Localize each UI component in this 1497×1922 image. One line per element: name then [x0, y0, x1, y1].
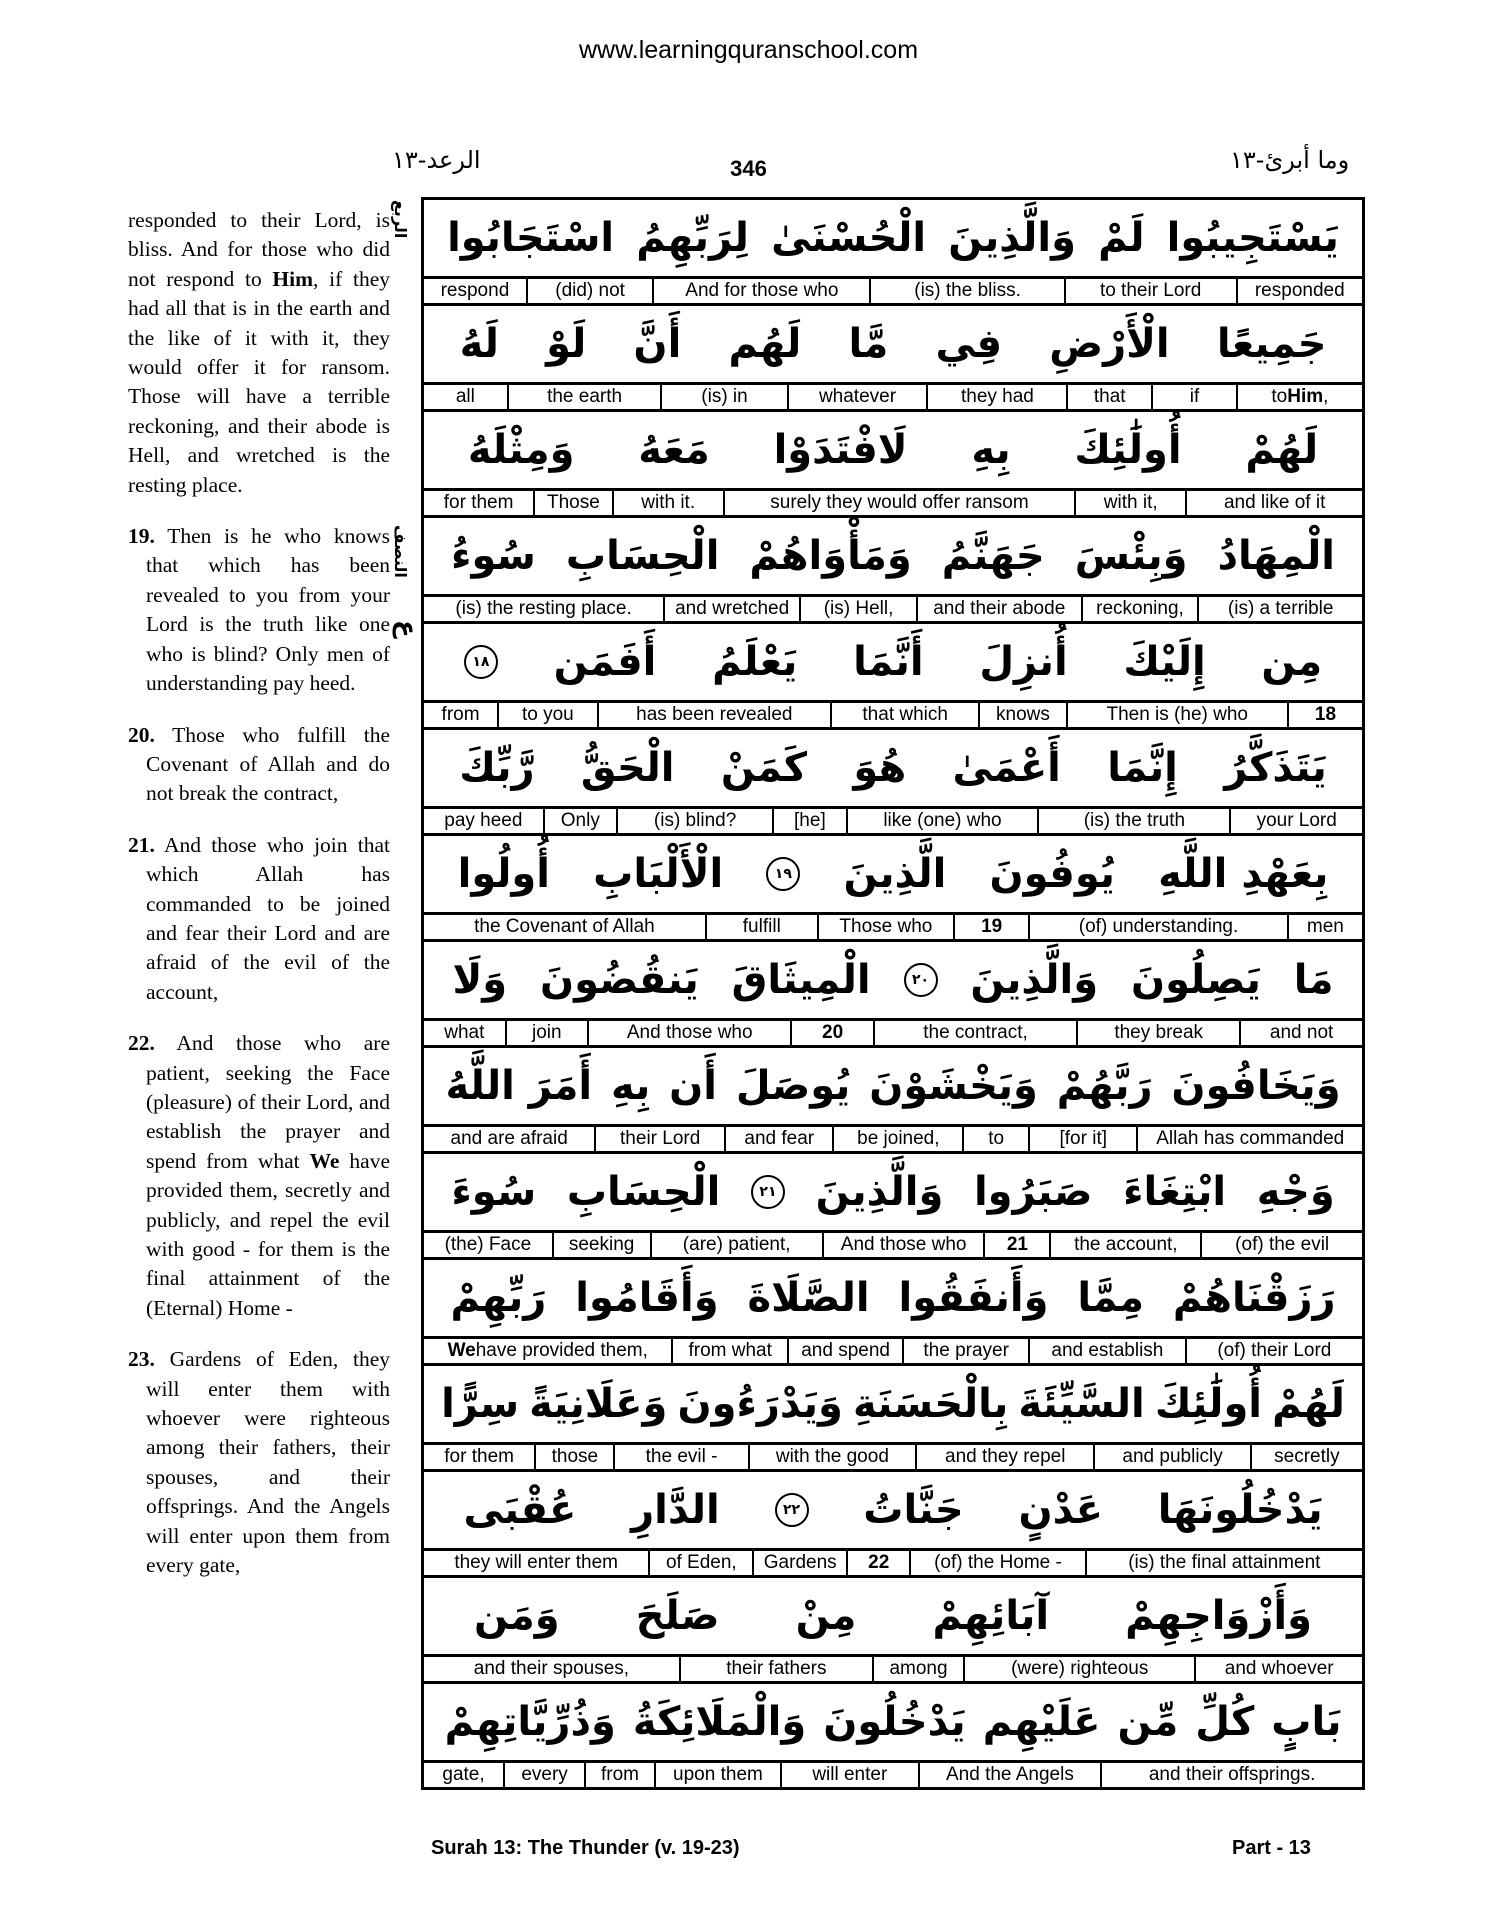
english-gloss-cell: Then is (he) who: [1066, 703, 1287, 727]
arabic-word: السَّيِّئَةَ: [1018, 1381, 1145, 1427]
english-row: [424, 1657, 1362, 1684]
english-row: [424, 597, 1362, 624]
english-gloss-cell: 20: [790, 1021, 873, 1045]
arabic-row: [424, 1472, 1362, 1551]
arabic-row: [424, 1260, 1362, 1339]
english-gloss-cell: of Eden,: [648, 1551, 752, 1575]
arabic-word: مَعَهُ: [638, 427, 710, 473]
arabic-word: يَعْلَمُ: [712, 639, 798, 685]
arabic-word: مِنْ: [795, 1593, 857, 1639]
arabic-word: الْحُسْنَىٰ: [771, 215, 927, 261]
english-row: [424, 1763, 1362, 1790]
english-gloss-cell: the Covenant of Allah: [474, 916, 655, 937]
english-gloss-cell: (is) in: [660, 385, 786, 409]
arabic-row: [424, 306, 1362, 385]
english-row: [424, 385, 1362, 412]
english-row: [424, 1127, 1362, 1154]
arabic-word: صَلَحَ: [635, 1593, 720, 1639]
translation-paragraph: [128, 1345, 390, 1580]
english-gloss-cell: they will enter them: [454, 1552, 618, 1573]
verse-number: 19.: [128, 524, 155, 549]
arabic-row: [424, 1578, 1362, 1657]
english-gloss-cell: if: [1151, 385, 1236, 409]
translation-text: Those who fulfill the Covenant of Allah and do not break the contract,: [146, 722, 390, 806]
arabic-word: بِهِ: [610, 1063, 651, 1109]
arabic-row: [424, 518, 1362, 597]
english-gloss-cell: (is) blind?: [616, 809, 772, 833]
arabic-word: مِّن: [1117, 1699, 1179, 1745]
arabic-word: لَهُم: [728, 321, 802, 367]
site-url: www.learningquranschool.com: [578, 36, 919, 64]
translation-paragraph: [128, 206, 390, 500]
english-gloss-cell: men: [1287, 915, 1362, 939]
arabic-word: وَيَدْرَءُونَ: [677, 1381, 843, 1427]
english-gloss-cell: their fathers: [679, 1657, 872, 1681]
arabic-word: مَّا: [848, 321, 889, 367]
english-row: [424, 809, 1362, 836]
translation-paragraph: [128, 1029, 390, 1323]
english-gloss-cell: 21: [983, 1233, 1049, 1257]
verse-number: 22.: [128, 1031, 155, 1056]
english-gloss-cell: every: [503, 1763, 584, 1787]
english-gloss-cell: And for those who: [652, 279, 869, 303]
english-gloss-cell: join: [505, 1021, 588, 1045]
english-gloss-cell: the earth: [507, 385, 661, 409]
translation-column: [128, 206, 390, 1602]
english-gloss-cell: knows: [978, 703, 1065, 727]
arabic-word: رَّبِّكَ: [459, 745, 535, 791]
arabic-word: وَالَّذِينَ: [948, 215, 1076, 261]
arabic-word: آبَائِهِمْ: [932, 1593, 1050, 1639]
english-gloss-cell: (is) the final attainment: [1085, 1551, 1362, 1575]
arabic-row: [424, 1684, 1362, 1763]
arabic-word: الْحِسَابِ: [565, 533, 720, 579]
arabic-word: يُوفُونَ: [989, 851, 1115, 897]
english-gloss-cell: surely they would offer ransom: [723, 491, 1074, 515]
arabic-row: [424, 1366, 1362, 1445]
english-gloss-cell: Only: [543, 809, 616, 833]
arabic-word: الصَّلَاةَ: [747, 1275, 870, 1321]
ayah-end-marker-icon: ١٩: [766, 857, 800, 891]
english-gloss-cell: those: [534, 1445, 613, 1469]
translation-text: Gardens of Eden, they will enter them with whoever were righteous among their fathers, their spouses, and their offsprings. And the Angels will enter upon them from every gate,: [146, 1347, 390, 1578]
word-by-word-table: [421, 197, 1365, 1790]
arabic-word: أُنزِلَ: [979, 639, 1068, 685]
english-gloss-cell: upon them: [654, 1763, 780, 1787]
english-gloss-cell: [he]: [772, 809, 845, 833]
english-gloss-cell: [for it]: [1028, 1127, 1136, 1151]
english-gloss-cell: (of) their Lord: [1185, 1339, 1362, 1363]
english-gloss-cell: they had: [926, 385, 1066, 409]
arabic-word: يَتَذَكَّرُ: [1224, 745, 1327, 791]
english-gloss-cell: and their abode: [916, 597, 1081, 621]
arabic-word: وَأَقَامُوا: [575, 1275, 719, 1321]
arabic-word: الْمِهَادُ: [1217, 533, 1335, 579]
english-gloss-cell: with it.: [612, 491, 723, 515]
arabic-word: إِلَيْكَ: [1123, 639, 1206, 685]
arabic-word: يُوصَلَ: [735, 1063, 851, 1109]
arabic-word: أَمَرَ اللَّهُ: [445, 1063, 593, 1109]
arabic-word: عُقْبَى: [463, 1487, 577, 1533]
english-gloss-cell: for them: [443, 492, 514, 513]
arabic-word: بَابٍ: [1271, 1699, 1342, 1745]
arabic-word: سُوءَ: [451, 1169, 537, 1215]
translation-paragraph: [128, 721, 390, 809]
arabic-word: اسْتَجَابُوا: [447, 215, 615, 261]
arabic-word: لَهُمْ: [1272, 1381, 1345, 1427]
english-row: [424, 491, 1362, 518]
arabic-word: رَبَّهُمْ: [1056, 1063, 1153, 1109]
arabic-word: وَمَن: [474, 1593, 560, 1639]
arabic-word: الْحَقُّ: [580, 745, 675, 791]
arabic-word: يَدْخُلُونَ: [823, 1699, 966, 1745]
rub-marker-icon: الربع: [391, 200, 410, 239]
arabic-word: ابْتِغَاءَ: [1123, 1169, 1227, 1215]
arabic-word: أَن: [669, 1063, 717, 1109]
arabic-word: وَالَّذِينَ: [970, 957, 1099, 1003]
arabic-word: وَعَلَانِيَةً: [529, 1381, 668, 1427]
arabic-row: [424, 1048, 1362, 1127]
arabic-word: وَمِثْلَهُ: [467, 427, 575, 473]
english-row: [424, 1339, 1362, 1366]
arabic-word: سُوءُ: [451, 533, 536, 579]
arabic-word: مَا: [1293, 957, 1334, 1003]
arabic-word: سِرًّا: [441, 1381, 520, 1427]
english-gloss-cell: to: [962, 1127, 1028, 1151]
arabic-word: وَأَنفَقُوا: [898, 1275, 1049, 1321]
english-gloss-cell: Those who: [817, 915, 953, 939]
arabic-word: بِعَهْدِ اللَّهِ: [1158, 851, 1329, 897]
arabic-word: لَمْ: [1098, 215, 1145, 261]
juz-name-arabic: وما أبرئ-١٣: [1230, 146, 1350, 174]
arabic-word: كَمَنْ: [720, 745, 807, 791]
arabic-word: هُوَ: [853, 745, 907, 791]
english-gloss-cell: 22: [846, 1551, 909, 1575]
english-gloss-cell: to Him ,: [1236, 385, 1362, 409]
english-gloss-cell: has been revealed: [597, 703, 831, 727]
english-gloss-cell: the evil -: [613, 1445, 747, 1469]
footer-surah-title: Surah 13: The Thunder (v. 19-23): [431, 1837, 740, 1859]
english-gloss-cell: (is) Hell,: [799, 597, 916, 621]
english-gloss-cell: (of) understanding.: [1028, 915, 1286, 939]
arabic-row: [424, 730, 1362, 809]
english-gloss-cell: And those who: [822, 1233, 984, 1257]
english-gloss-cell: with the good: [748, 1445, 915, 1469]
english-gloss-cell: whatever: [787, 385, 927, 409]
arabic-word: بِهِ: [971, 427, 1011, 473]
english-gloss-cell: (were) righteous: [963, 1657, 1194, 1681]
arabic-word: بِالْحَسَنَةِ: [853, 1381, 1009, 1427]
translation-text: And those who are patient, seeking the Face (pleasure) of their Lord, and establish the prayer and spend from what We have provided them, secretly and publicly, and repel the evil with good - for them is the final attainment of the (Eternal) Home -: [146, 1031, 390, 1320]
arabic-row: [424, 200, 1362, 279]
english-row: [424, 1551, 1362, 1578]
arabic-word: رَزَقْنَاهُمْ: [1172, 1275, 1336, 1321]
arabic-row: [424, 836, 1362, 915]
english-gloss-cell: they break: [1076, 1021, 1239, 1045]
english-gloss-cell: pay heed: [444, 810, 523, 831]
english-gloss-cell: and not: [1239, 1021, 1362, 1045]
english-gloss-cell: and fear: [724, 1127, 832, 1151]
english-gloss-cell: that which: [830, 703, 978, 727]
english-gloss-cell: be joined,: [832, 1127, 962, 1151]
english-gloss-cell: your Lord: [1229, 809, 1362, 833]
arabic-word: الْمِيثَاقَ: [731, 957, 871, 1003]
arabic-word: يَصِلُونَ: [1130, 957, 1261, 1003]
translation-text: responded to their Lord, is bliss. And for those who did not respond to Him, if they had all that is in the earth and the like of it with it, they would offer it for ransom. Those will have a terrible reckoning, and their abode is Hell, and wretched is the resting place.: [128, 208, 390, 497]
english-gloss-cell: and they repel: [915, 1445, 1093, 1469]
surah-name-arabic: الرعد-١٣: [392, 146, 481, 174]
arabic-word: الْأَرْضِ: [1049, 321, 1170, 367]
english-gloss-cell: Gardens: [752, 1551, 846, 1575]
english-gloss-cell: from what: [671, 1339, 786, 1363]
arabic-word: أَنَّمَا: [853, 639, 924, 685]
arabic-word: وَمَأْوَاهُمْ: [749, 533, 912, 579]
english-gloss-cell: what: [444, 1022, 485, 1043]
english-gloss-cell: and are afraid: [450, 1128, 568, 1149]
arabic-word: جَهَنَّمُ: [941, 533, 1045, 579]
english-gloss-cell: (of) the Home -: [909, 1551, 1084, 1575]
english-row: [424, 703, 1362, 730]
ayah-end-marker-icon: ٢١: [751, 1175, 785, 1209]
english-gloss-cell: secretly: [1250, 1445, 1362, 1469]
english-gloss-cell: will enter: [780, 1763, 918, 1787]
english-gloss-cell: and publicly: [1093, 1445, 1249, 1469]
english-gloss-cell: Those: [533, 491, 611, 515]
english-gloss-cell: and whoever: [1194, 1657, 1362, 1681]
english-gloss-cell: for them: [444, 1446, 514, 1467]
arabic-word: لَهُمْ: [1245, 427, 1319, 473]
english-gloss-cell: the prayer: [902, 1339, 1028, 1363]
arabic-word: عَدْنٍ: [1018, 1487, 1104, 1533]
english-gloss-cell: seeking: [552, 1233, 650, 1257]
arabic-word: جَمِيعًا: [1216, 321, 1327, 367]
arabic-word: رَبِّهِمْ: [450, 1275, 547, 1321]
translation-paragraph: [128, 522, 390, 698]
english-gloss-cell: and like of it: [1185, 491, 1362, 515]
english-gloss-cell: We have provided them,: [447, 1340, 648, 1361]
english-gloss-cell: Allah has commanded: [1136, 1127, 1362, 1151]
english-gloss-cell: their Lord: [594, 1127, 724, 1151]
arabic-word: لَوْ: [546, 321, 587, 367]
english-row: [424, 1233, 1362, 1260]
arabic-word: كُلِّ: [1195, 1699, 1255, 1745]
english-gloss-cell: and their spouses,: [473, 1658, 630, 1679]
ayah-end-marker-icon: ٢٢: [775, 1493, 809, 1527]
verse-number: 21.: [128, 832, 155, 857]
english-gloss-cell: from: [584, 1763, 654, 1787]
arabic-word: أُولَٰئِكَ: [1154, 1381, 1263, 1427]
english-gloss-cell: the account,: [1049, 1233, 1200, 1257]
english-gloss-cell: and wretched: [663, 597, 799, 621]
arabic-word: وَبِئْسَ: [1074, 533, 1188, 579]
english-gloss-cell: with it,: [1074, 491, 1185, 515]
english-gloss-cell: (the) Face: [444, 1234, 532, 1255]
english-gloss-cell: to you: [497, 703, 596, 727]
english-gloss-cell: fulfill: [705, 915, 817, 939]
arabic-word: وَالَّذِينَ: [815, 1169, 944, 1215]
page-number: 346: [730, 156, 767, 181]
translation-text: And those who join that which Allah has commanded to be joined and fear their Lord and are afraid of the evil of the account,: [146, 832, 390, 1004]
english-gloss-cell: like (one) who: [846, 809, 1038, 833]
english-gloss-cell: (is) the bliss.: [869, 279, 1063, 303]
arabic-word: لَافْتَدَوْا: [773, 427, 908, 473]
verse-number: 20.: [128, 722, 155, 747]
arabic-word: الْأَلْبَابِ: [593, 851, 724, 897]
arabic-word: وَيَخَافُونَ: [1171, 1063, 1341, 1109]
english-gloss-cell: And the Angels: [918, 1763, 1101, 1787]
translation-paragraph: [128, 831, 390, 1007]
arabic-word: فِي: [935, 321, 1003, 367]
english-gloss-cell: and their offsprings.: [1100, 1763, 1362, 1787]
english-gloss-cell: 18: [1287, 703, 1362, 727]
arabic-word: لَهُ: [459, 321, 499, 367]
arabic-word: الْحِسَابِ: [566, 1169, 721, 1215]
english-gloss-cell: (is) a terrible: [1197, 597, 1362, 621]
arabic-word: جَنَّاتُ: [863, 1487, 964, 1533]
arabic-word: وَيَخْشَوْنَ: [869, 1063, 1038, 1109]
footer-part: Part - 13: [1232, 1837, 1311, 1859]
english-gloss-cell: all: [455, 386, 475, 407]
english-gloss-cell: responded: [1236, 279, 1362, 303]
english-gloss-cell: (is) the truth: [1037, 809, 1229, 833]
english-row: [424, 1445, 1362, 1472]
translation-text: Then is he who knows that which has been revealed to you from your Lord is the truth like one who is blind? Only men of understanding pay heed.: [146, 524, 390, 696]
ruku-marker-icon: ع: [392, 620, 422, 638]
verse-number: 23.: [128, 1347, 155, 1372]
arabic-word: وَلَا: [452, 957, 508, 1003]
english-gloss-cell: and spend: [787, 1339, 902, 1363]
arabic-row: [424, 1154, 1362, 1233]
arabic-word: الدَّارِ: [631, 1487, 720, 1533]
arabic-word: الَّذِينَ: [843, 851, 947, 897]
english-gloss-cell: and establish: [1028, 1339, 1185, 1363]
arabic-word: وَجْهِ: [1256, 1169, 1335, 1215]
arabic-word: عَلَيْهِم: [982, 1699, 1101, 1745]
arabic-word: مِن: [1261, 639, 1323, 685]
english-gloss-cell: that: [1066, 385, 1151, 409]
english-row: [424, 279, 1362, 306]
nisf-marker-icon: النصف: [391, 525, 410, 578]
english-row: [424, 915, 1362, 942]
arabic-word: أُولُوا: [457, 851, 551, 897]
english-gloss-cell: from: [441, 704, 480, 725]
arabic-word: يَدْخُلُونَهَا: [1157, 1487, 1323, 1533]
english-gloss-cell: reckoning,: [1081, 597, 1198, 621]
english-gloss-cell: among: [872, 1657, 963, 1681]
english-gloss-cell: 19: [953, 915, 1028, 939]
arabic-word: وَالْمَلَائِكَةُ: [632, 1699, 807, 1745]
arabic-word: صَبَرُوا: [973, 1169, 1093, 1215]
arabic-word: مِمَّا: [1077, 1275, 1144, 1321]
english-gloss-cell: (did) not: [526, 279, 652, 303]
arabic-row: [424, 942, 1362, 1021]
english-gloss-cell: to their Lord: [1064, 279, 1236, 303]
arabic-row: [424, 412, 1362, 491]
arabic-word: لِرَبِّهِمُ: [636, 215, 749, 261]
arabic-word: يَنقُضُونَ: [540, 957, 699, 1003]
arabic-word: إِنَّمَا: [1107, 745, 1178, 791]
english-gloss-cell: the contract,: [873, 1021, 1076, 1045]
english-gloss-cell: (are) patient,: [650, 1233, 822, 1257]
arabic-word: وَذُرِّيَّاتِهِمْ: [444, 1699, 616, 1745]
english-gloss-cell: gate,: [442, 1764, 485, 1785]
arabic-word: أَعْمَىٰ: [952, 745, 1061, 791]
ayah-end-marker-icon: ٢٠: [904, 963, 938, 997]
arabic-word: وَأَزْوَاجِهِمْ: [1125, 1593, 1312, 1639]
arabic-word: أَنَّ: [633, 321, 682, 367]
arabic-word: أُولَٰئِكَ: [1074, 427, 1182, 473]
english-gloss-cell: (of) the evil: [1200, 1233, 1362, 1257]
english-gloss-cell: And those who: [587, 1021, 790, 1045]
arabic-word: أَفَمَن: [553, 639, 657, 685]
english-row: [424, 1021, 1362, 1048]
arabic-word: يَسْتَجِيبُوا: [1166, 215, 1339, 261]
arabic-row: [424, 624, 1362, 703]
english-gloss-cell: respond: [440, 280, 510, 301]
ayah-end-marker-icon: ١٨: [464, 645, 498, 679]
english-gloss-cell: (is) the resting place.: [455, 598, 632, 619]
